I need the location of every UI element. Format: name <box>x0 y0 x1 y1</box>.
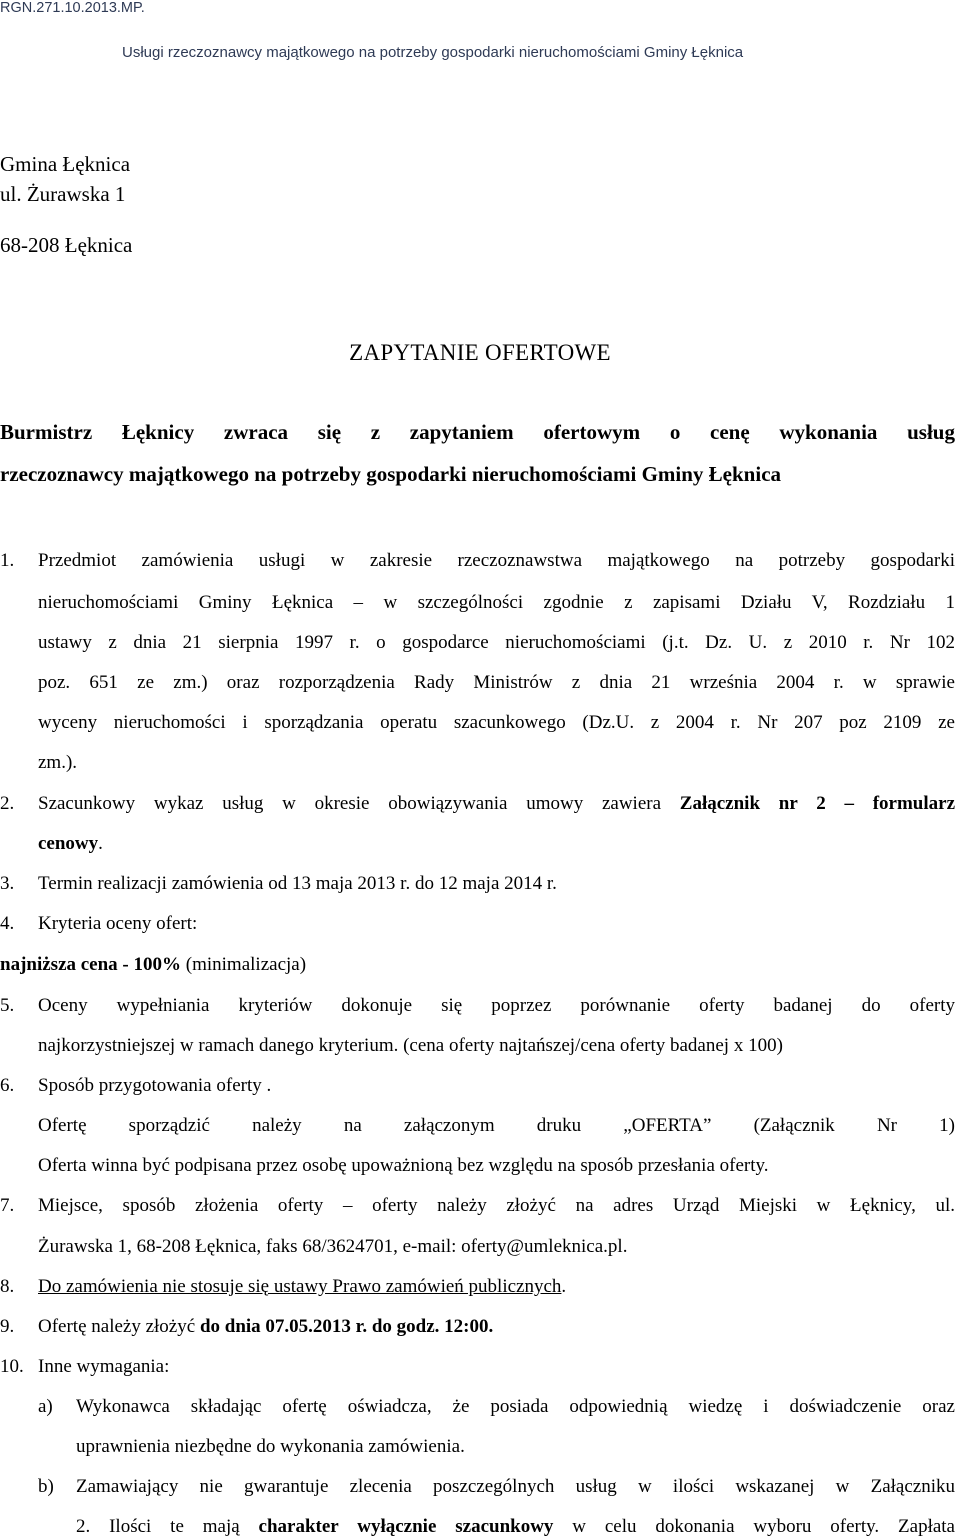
item-number-2: 2. <box>0 793 15 814</box>
attachment-2-reference: Załącznik nr 2 – formularz <box>679 793 956 814</box>
item-number-9: 9. <box>0 1316 15 1337</box>
item-2-period: . <box>98 833 103 854</box>
intro-line-2: rzeczoznawcy majątkowego na potrzeby gospodarki nieruchomościami Gminy Łęknica <box>0 462 782 486</box>
item-5-line-2: najkorzystniejszej w ramach danego kryterium. (cena oferty najtańszej/cena oferty badanej x 100) <box>38 1035 783 1056</box>
item-5-line-1: Oceny wypełniania kryteriów dokonuje się poprzez porównanie oferty badanej do oferty <box>38 995 955 1016</box>
item-number-6: 6. <box>0 1075 15 1096</box>
criterion-price: najniższa cena - 100% <box>0 954 182 975</box>
item-7-line-2: Żurawska 1, 68-208 Łęknica, faks 68/3624701, e-mail: oferty@umleknica.pl. <box>38 1236 628 1257</box>
subitem-b-label: b) <box>38 1476 54 1497</box>
subitem-a-line-1: Wykonawca składając ofertę oświadcza, że posiada odpowiednią wiedzę i doświadczenie oraz <box>76 1396 955 1417</box>
item-number-7: 7. <box>0 1195 15 1216</box>
subitem-a-line-2: uprawnienia niezbędne do wykonania zamówienia. <box>76 1436 465 1457</box>
intro-line-1: Burmistrz Łęknicy zwraca się z zapytaniem ofertowym o cenę wykonania usług <box>0 420 955 444</box>
item-8-line <box>38 1276 566 1298</box>
address-line-1: Gmina Łęknica <box>0 152 131 176</box>
item-9-text: Ofertę należy złożyć <box>38 1316 200 1337</box>
item-number-1: 1. <box>0 550 15 571</box>
item-number-4: 4. <box>0 913 15 934</box>
item-2-line-2 <box>38 833 103 855</box>
criterion-note: (minimalizacja) <box>181 954 307 975</box>
estimate-note: charakter wyłącznie szacunkowy <box>258 1516 554 1537</box>
item-1-line-5: wyceny nieruchomości i sporządzania operatu szacunkowego (Dz.U. z 2004 r. Nr 207 poz 2109 ze <box>38 712 955 733</box>
subitem-b-line-2 <box>76 1516 955 1538</box>
document-subtitle: Usługi rzeczoznawcy majątkowego na potrzeby gospodarki nieruchomościami Gminy Łęknica <box>122 44 744 61</box>
item-9-line <box>38 1316 493 1338</box>
item-4-text: Kryteria oceny ofert: <box>38 913 198 934</box>
address-line-3: 68-208 Łęknica <box>0 233 133 257</box>
subitem-a-label: a) <box>38 1396 53 1417</box>
subitem-b-text-end: w celu dokonania wyboru oferty. Zapłata <box>553 1516 955 1537</box>
item-3-text: Termin realizacji zamówienia od 13 maja 2013 r. do 12 maja 2014 r. <box>38 873 557 894</box>
document-reference: RGN.271.10.2013.MP. <box>0 0 145 16</box>
item-6-line-1: Sposób przygotowania oferty . <box>38 1075 272 1096</box>
item-6-line-3: Oferta winna być podpisana przez osobę upoważnioną bez względu na sposób przesłania oferty. <box>38 1155 769 1176</box>
item-number-3: 3. <box>0 873 15 894</box>
item-1-line-6: zm.). <box>38 752 78 773</box>
address-line-2: ul. Żurawska 1 <box>0 182 126 206</box>
item-number-10: 10. <box>0 1356 24 1377</box>
item-4-criterion <box>0 954 306 976</box>
item-7-line-1: Miejsce, sposób złożenia oferty – oferty należy złożyć na adres Urząd Miejski w Łęknicy, ul. <box>38 1195 955 1216</box>
subitem-b-line-1: Zamawiający nie gwarantuje zlecenia poszczególnych usług w ilości wskazanej w Załączniku <box>76 1476 955 1497</box>
item-1-line-2: nieruchomościami Gminy Łęknica – w szczególności zgodnie z zapisami Działu V, Rozdziału 1 <box>38 592 955 613</box>
item-6-line-2: Ofertę sporządzić należy na załączonym druku „OFERTA” (Załącznik Nr 1) <box>38 1115 955 1136</box>
deadline: do dnia 07.05.2013 r. do godz. 12:00. <box>199 1316 494 1337</box>
item-2-text: Szacunkowy wykaz usług w okresie obowiązywania umowy zawiera <box>38 793 662 814</box>
item-2-line-1 <box>38 793 955 815</box>
item-number-8: 8. <box>0 1276 15 1297</box>
item-8-period: . <box>561 1276 567 1297</box>
item-10-text: Inne wymagania: <box>38 1356 170 1377</box>
item-1-line-1: Przedmiot zamówienia usługi w zakresie rzeczoznawstwa majątkowego na potrzeby gospodarki <box>38 550 955 571</box>
item-number-5: 5. <box>0 995 15 1016</box>
item-8-text: Do zamówienia nie stosuje się ustawy Prawo zamówień publicznych <box>38 1276 562 1297</box>
subitem-b-text-start: 2. Ilości te mają <box>76 1516 259 1537</box>
attachment-2-reference-end: cenowy <box>38 833 99 854</box>
item-1-line-3: ustawy z dnia 21 sierpnia 1997 r. o gospodarce nieruchomościami (j.t. Dz. U. z 2010 r. Nr 102 <box>38 632 955 653</box>
page-title: ZAPYTANIE OFERTOWE <box>349 340 611 365</box>
item-1-line-4: poz. 651 ze zm.) oraz rozporządzenia Rady Ministrów z dnia 21 września 2004 r. w sprawie <box>38 672 955 693</box>
